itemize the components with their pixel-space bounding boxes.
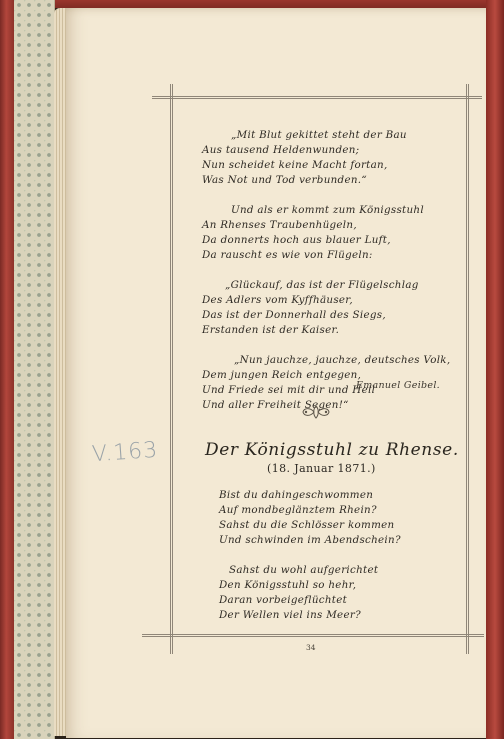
verse-line: Nun scheidet keine Macht fortan, bbox=[202, 159, 388, 171]
frame-bottom-rule bbox=[142, 634, 484, 637]
book-cover-left bbox=[0, 0, 14, 739]
stanza bbox=[202, 128, 450, 188]
verse-line: „Nun jauchze, jauchze, deutsches Volk, bbox=[234, 354, 451, 366]
book-cover-top bbox=[40, 0, 504, 8]
poem-date: (18. Januar 1871.) bbox=[267, 462, 376, 475]
poem-body bbox=[219, 488, 401, 623]
page-number: 34 bbox=[306, 643, 316, 652]
frame-left-rule bbox=[170, 84, 173, 654]
verse-line: An Rhenses Traubenhügeln, bbox=[202, 219, 357, 231]
verse-line: „Mit Blut gekittet steht der Bau bbox=[231, 129, 407, 141]
verse-line: Aus tausend Heldenwunden; bbox=[202, 144, 360, 156]
stanza bbox=[202, 203, 450, 263]
stanza bbox=[202, 278, 450, 338]
poem-ending bbox=[202, 128, 450, 413]
pencil-margin-note: V.163 bbox=[91, 437, 159, 468]
verse-line: Erstanden ist der Kaiser. bbox=[202, 324, 340, 336]
poem-title: Der Königsstuhl zu Rhense. bbox=[205, 440, 459, 460]
frame-right-rule bbox=[466, 84, 469, 654]
verse-line: Und als er kommt zum Königsstuhl bbox=[231, 204, 424, 216]
verse-line: „Glückauf, das ist der Flügelschlag bbox=[225, 279, 419, 291]
stanza bbox=[219, 563, 401, 623]
verse-line: Das ist der Donnerhall des Siegs, bbox=[202, 309, 386, 321]
verse-line: Bist du dahingeschwommen bbox=[219, 489, 374, 501]
verse-line: Und aller Freiheit Segen!“ bbox=[202, 399, 349, 411]
fleuron-ornament-icon bbox=[300, 404, 332, 420]
verse-line: Des Adlers vom Kyffhäuser, bbox=[202, 294, 353, 306]
verse-line: Da donnerts hoch aus blauer Luft, bbox=[202, 234, 391, 246]
verse-line: Dem jungen Reich entgegen, bbox=[202, 369, 362, 381]
stanza bbox=[219, 488, 401, 548]
verse-line: Was Not und Tod verbunden.“ bbox=[202, 174, 367, 186]
verse-line: Den Königsstuhl so hehr, bbox=[219, 579, 357, 591]
marbled-endpaper bbox=[14, 0, 55, 739]
frame-top-rule bbox=[152, 96, 482, 99]
book-cover-right bbox=[486, 0, 504, 739]
verse-line: Und Friede sei mit dir und Heil bbox=[202, 384, 376, 396]
verse-line: Der Wellen viel ins Meer? bbox=[219, 609, 361, 621]
verse-line: Sahst du wohl aufgerichtet bbox=[229, 564, 379, 576]
verse-line: Da rauscht es wie von Flügeln: bbox=[202, 249, 373, 261]
verse-line: Auf mondbeglänztem Rhein? bbox=[219, 504, 377, 516]
verse-line: Und schwinden im Abendschein? bbox=[219, 534, 401, 546]
verse-line: Daran vorbeigeflüchtet bbox=[219, 594, 348, 606]
poem-author: Emanuel Geibel. bbox=[355, 380, 440, 391]
verse-line: Sahst du die Schlösser kommen bbox=[219, 519, 395, 531]
